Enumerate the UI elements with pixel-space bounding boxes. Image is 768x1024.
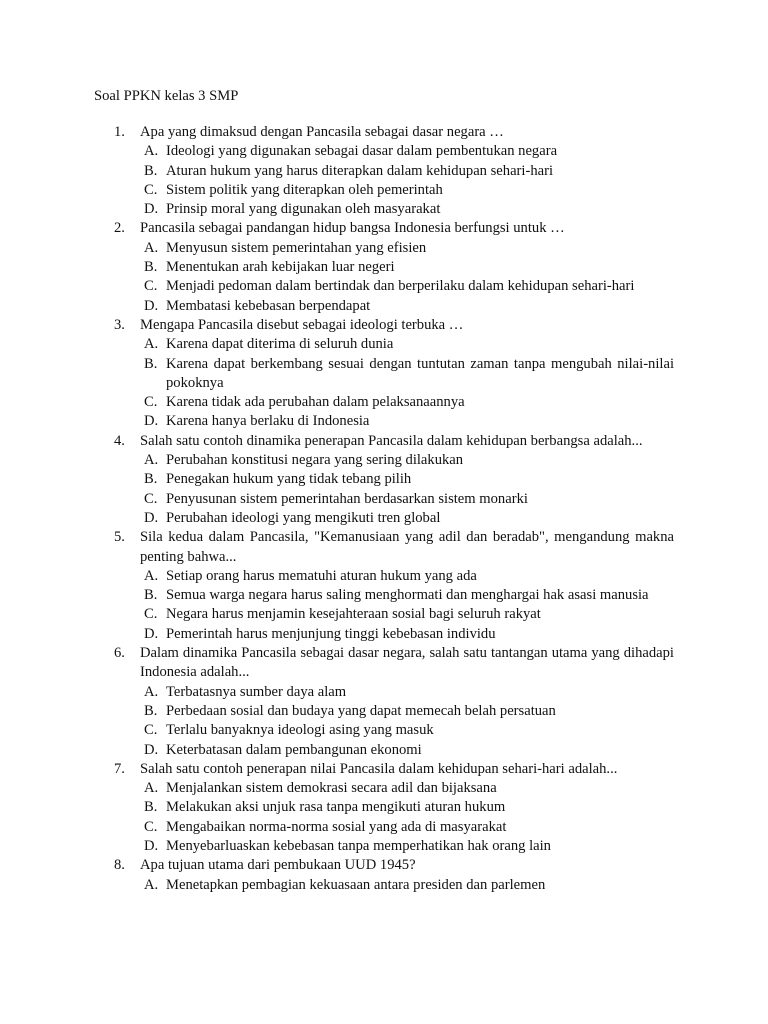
question-text: Salah satu contoh dinamika penerapan Pancasila dalam kehidupan berbangsa adalah... xyxy=(140,432,643,449)
option-letter: A. xyxy=(144,143,159,160)
answer-option xyxy=(140,876,674,895)
answer-options xyxy=(140,779,674,856)
answer-option xyxy=(140,393,674,412)
answer-options xyxy=(140,683,674,760)
option-text: Setiap orang harus mematuhi aturan hukum yang ada xyxy=(166,567,477,584)
option-letter: B. xyxy=(144,471,158,488)
option-letter: B. xyxy=(144,702,158,719)
option-text: Melakukan aksi unjuk rasa tanpa mengikuti aturan hukum xyxy=(166,799,506,816)
option-text: Aturan hukum yang harus diterapkan dalam kehidupan sehari-hari xyxy=(166,162,554,179)
question-text: Pancasila sebagai pandangan hidup bangsa Indonesia berfungsi untuk … xyxy=(140,220,565,237)
answer-options xyxy=(140,142,674,219)
question-number: 5. xyxy=(114,529,125,546)
question-item xyxy=(94,316,674,432)
option-letter: D. xyxy=(144,509,159,526)
option-letter: D. xyxy=(144,837,159,854)
question-number: 7. xyxy=(114,760,125,777)
option-text: Menyusun sistem pemerintahan yang efisien xyxy=(166,239,427,256)
question-text: Apa tujuan utama dari pembukaan UUD 1945? xyxy=(140,857,416,874)
answer-option xyxy=(140,200,674,219)
question-item xyxy=(94,856,674,895)
option-letter: A. xyxy=(144,452,159,469)
option-letter: A. xyxy=(144,336,159,353)
question-number: 1. xyxy=(114,124,125,140)
answer-option xyxy=(140,567,674,586)
question-text: Apa yang dimaksud dengan Pancasila sebagai dasar negara … xyxy=(140,124,504,140)
answer-option xyxy=(140,470,674,489)
answer-options xyxy=(140,876,674,895)
answer-option xyxy=(140,162,674,181)
option-text: Penyusunan sistem pemerintahan berdasarkan sistem monarki xyxy=(166,490,528,507)
option-letter: C. xyxy=(144,490,158,507)
option-text: Perbedaan sosial dan budaya yang dapat memecah belah persatuan xyxy=(166,702,556,719)
option-letter: C. xyxy=(144,818,158,835)
option-letter: A. xyxy=(144,780,159,797)
option-text: Sistem politik yang diterapkan oleh pemerintah xyxy=(166,181,443,198)
option-text: Menetapkan pembagian kekuasaan antara presiden dan parlemen xyxy=(166,876,546,893)
answer-options xyxy=(140,335,674,431)
answer-option xyxy=(140,142,674,161)
option-letter: D. xyxy=(144,625,159,642)
option-text: Keterbatasan dalam pembangunan ekonomi xyxy=(166,741,422,758)
answer-option xyxy=(140,451,674,470)
option-text: Terlalu banyaknya ideologi asing yang masuk xyxy=(166,722,434,739)
document-title: Soal PPKN kelas 3 SMP xyxy=(94,88,239,104)
answer-option xyxy=(140,779,674,798)
option-text: Menentukan arah kebijakan luar negeri xyxy=(166,259,395,276)
option-letter: C. xyxy=(144,722,158,739)
option-letter: B. xyxy=(144,587,158,604)
option-letter: C. xyxy=(144,181,158,198)
option-letter: B. xyxy=(144,799,158,816)
option-letter: B. xyxy=(144,355,158,372)
option-text: Negara harus menjamin kesejahteraan sosial bagi seluruh rakyat xyxy=(166,606,541,623)
option-text: Perubahan ideologi yang mengikuti tren global xyxy=(166,509,441,526)
answer-option xyxy=(140,721,674,740)
option-text: Prinsip moral yang digunakan oleh masyarakat xyxy=(166,201,441,218)
answer-option xyxy=(140,683,674,702)
question-item xyxy=(94,432,674,528)
option-letter: B. xyxy=(144,259,158,276)
option-text: Perubahan konstitusi negara yang sering dilakukan xyxy=(166,452,464,469)
option-text: Penegakan hukum yang tidak tebang pilih xyxy=(166,471,412,488)
option-letter: C. xyxy=(144,278,158,295)
option-text: Karena dapat berkembang sesuai dengan tuntutan zaman tanpa mengubah nilai-nilai pokoknya xyxy=(166,355,674,391)
option-text: Karena dapat diterima di seluruh dunia xyxy=(166,336,394,353)
answer-option xyxy=(140,355,674,394)
option-text: Ideologi yang digunakan sebagai dasar dalam pembentukan negara xyxy=(166,143,558,160)
option-letter: D. xyxy=(144,297,159,314)
question-text: Sila kedua dalam Pancasila, "Kemanusiaan yang adil dan beradab", mengandung makna penting bahwa... xyxy=(140,529,674,565)
option-text: Membatasi kebebasan berpendapat xyxy=(166,297,371,314)
option-letter: A. xyxy=(144,876,159,893)
answer-options xyxy=(140,239,674,316)
question-number: 8. xyxy=(114,857,125,874)
answer-option xyxy=(140,818,674,837)
answer-option xyxy=(140,181,674,200)
question-number: 3. xyxy=(114,316,125,333)
question-number: 4. xyxy=(114,432,125,449)
option-text: Pemerintah harus menjunjung tinggi kebebasan individu xyxy=(166,625,496,642)
question-text: Mengapa Pancasila disebut sebagai ideologi terbuka … xyxy=(140,316,464,333)
answer-options xyxy=(140,567,674,644)
answer-option xyxy=(140,258,674,277)
answer-option xyxy=(140,490,674,509)
question-item xyxy=(94,528,674,644)
option-letter: C. xyxy=(144,606,158,623)
answer-option xyxy=(140,297,674,316)
question-number: 6. xyxy=(114,645,125,662)
question-number: 2. xyxy=(114,220,125,237)
answer-option xyxy=(140,239,674,258)
option-letter: A. xyxy=(144,239,159,256)
answer-option xyxy=(140,798,674,817)
question-list xyxy=(94,123,674,895)
question-text: Dalam dinamika Pancasila sebagai dasar negara, salah satu tantangan utama yang dihadapi Indonesia adalah... xyxy=(140,645,674,681)
question-item xyxy=(94,219,674,315)
option-letter: D. xyxy=(144,201,159,218)
option-text: Menyebarluaskan kebebasan tanpa memperhatikan hak orang lain xyxy=(166,837,551,854)
answer-option xyxy=(140,605,674,624)
answer-option xyxy=(140,741,674,760)
question-item xyxy=(94,760,674,856)
option-letter: C. xyxy=(144,394,158,411)
option-text: Menjadi pedoman dalam bertindak dan berperilaku dalam kehidupan sehari-hari xyxy=(166,278,635,295)
answer-options xyxy=(140,451,674,528)
answer-option xyxy=(140,509,674,528)
option-letter: A. xyxy=(144,683,159,700)
option-letter: A. xyxy=(144,567,159,584)
answer-option xyxy=(140,702,674,721)
question-text: Salah satu contoh penerapan nilai Pancasila dalam kehidupan sehari-hari adalah... xyxy=(140,760,618,777)
answer-option xyxy=(140,586,674,605)
answer-option xyxy=(140,335,674,354)
option-text: Semua warga negara harus saling menghormati dan menghargai hak asasi manusia xyxy=(166,587,649,604)
question-item xyxy=(94,123,674,219)
option-letter: D. xyxy=(144,413,159,430)
answer-option xyxy=(140,837,674,856)
answer-option xyxy=(140,412,674,431)
answer-option xyxy=(140,625,674,644)
option-text: Terbatasnya sumber daya alam xyxy=(166,683,347,700)
option-letter: D. xyxy=(144,741,159,758)
option-text: Karena tidak ada perubahan dalam pelaksanaannya xyxy=(166,394,465,411)
option-text: Menjalankan sistem demokrasi secara adil dan bijaksana xyxy=(166,780,497,797)
option-text: Karena hanya berlaku di Indonesia xyxy=(166,413,370,430)
option-text: Mengabaikan norma-norma sosial yang ada di masyarakat xyxy=(166,818,507,835)
answer-option xyxy=(140,277,674,296)
option-letter: B. xyxy=(144,162,158,179)
question-item xyxy=(94,644,674,760)
